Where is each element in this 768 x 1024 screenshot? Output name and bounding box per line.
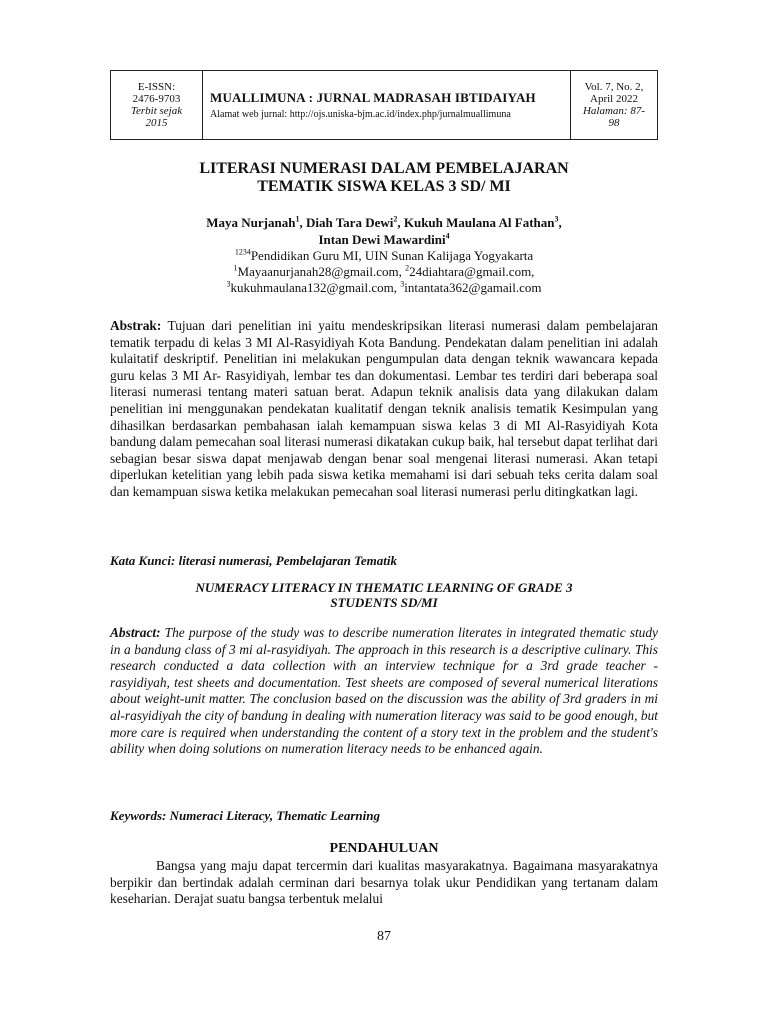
english-title-line1: NUMERACY LITERACY IN THEMATIC LEARNING OF GRADE 3 <box>195 580 573 595</box>
pendahuluan-paragraph: Bangsa yang maju dapat tercermin dari kualitas masyarakatnya. Bagaimana masyarakatnya berpikir dan bertindak adalah cerminan dari besarnya tolak ukur Pendidikan yang tertanam dalam keseharian. Derajat suatu bangsa terbentuk melalui <box>110 858 658 907</box>
journal-info-cell <box>203 71 571 139</box>
issn-label: E-ISSN: <box>137 81 176 93</box>
author-email: kukuhmaulana132@gmail.com, <box>230 280 401 295</box>
affiliation <box>110 248 658 264</box>
author-sep: , <box>397 215 404 230</box>
author-email: intantata362@gamail.com <box>404 280 542 295</box>
email-sup: 3 <box>400 279 405 289</box>
author-name: Maya Nurjanah <box>206 215 296 230</box>
since-label: Terbit sejak <box>130 105 183 117</box>
author-line <box>110 214 658 231</box>
kata-kunci: Kata Kunci: literasi numerasi, Pembelajaran Tematik <box>110 553 397 568</box>
affiliation-text: Pendidikan Guru MI, UIN Sunan Kalijaga Yogyakarta <box>250 248 534 263</box>
article-title-line1: LITERASI NUMERASI DALAM PEMBELAJARAN <box>199 160 569 177</box>
email-sup: 2 <box>405 263 410 273</box>
author-name: Intan Dewi Mawardini <box>318 232 446 247</box>
author-email: 24diahtara@gmail.com, <box>409 264 535 279</box>
volume-number: Vol. 7, No. 2, <box>584 81 644 93</box>
author-block <box>110 214 658 296</box>
page-range-label: Halaman: 87- <box>582 105 646 117</box>
author-name: Diah Tara Dewi <box>305 215 394 230</box>
page-range-end: 98 <box>608 117 620 129</box>
volume-cell <box>571 71 657 139</box>
author-sup: 2 <box>393 214 398 224</box>
abstrak-paragraph <box>110 318 658 501</box>
journal-title: MUALLIMUNA : JURNAL MADRASAH IBTIDAIYAH <box>210 90 536 105</box>
author-name: Kukuh Maulana Al Fathan <box>403 215 555 230</box>
issue-date: April 2022 <box>590 93 638 105</box>
abstrak-text: Tujuan dari penelitian ini yaitu mendeskripsikan literasi numerasi dalam pembelajaran tematik terpadu di kelas 3 MI Al-Rasyidiyah Kota Bandung. Pendekatan dalam penelitian ini adalah kulaitatif deskriptif. Penelitian ini melakukan pengumpulan data dengan teknik wawancara kepada guru kelas 3 MI Ar- Rasyidiyah, lembar tes dan dokumentasi. Lembar tes terdiri dari beberapa soal literasi numerasi tentang materi satuan berat. Adapun teknik analisis data yang dilakukan dalam penelitian ini menggunakan pendekatan kualitatif dengan teknik analisis tematik Kesimpulan yang dihasilkan berdasarkan pembahasan ialah kemampuan siswa kelas 3 di MI Al-Rasyidiyah Kota bandung dalam pemecahan soal literasi numerasi dikatakan cukup baik, hal tersebut dapat terlihat dari sebagian besar siswa dapat menjawab dengan benar soal mengenai literasi numerasi. Akan tetapi diperlukan ketelitian yang lebih pada siswa ketika memahami isi dari sebuah teks cerita dalam soal dan kemampuan siswa ketika melakukan pemecahan soal literasi numerasi perlu ditingkatkan lagi. <box>110 318 658 499</box>
keywords: Keywords: Numeraci Literacy, Thematic Learning <box>110 808 380 823</box>
author-email: Mayaanurjanah28@gmail.com, <box>237 264 406 279</box>
abstract-paragraph <box>110 625 658 758</box>
author-sep: , <box>299 215 306 230</box>
abstract-text: The purpose of the study was to describe numeration literates in integrated thematic study in a bandung class of 3 mi al-rasyidiyah. The approach in this research is a descriptive culinary. This research conducted a data collection with an interview technique for a 3rd grade teacher - rasyidiyah, test sheets and documentation. Test sheets are composed of several numerical literations about weight-unit matter. The conclusion based on the discussion was the ability of 3rd graders in mi al-rasyidiyah the city of bandung in dealing with numeration literacy was said to be good enough, but more care is required when understanding the content of a story text in the problem and the student's ability when doing solutions on numeration literacy needs to be enhanced again. <box>110 625 658 757</box>
article-title-line2: TEMATIK SISWA KELAS 3 SD/ MI <box>257 178 511 195</box>
author-sep: , <box>558 215 562 230</box>
author-line-2 <box>110 231 658 248</box>
english-title-line2: STUDENTS SD/MI <box>330 595 438 610</box>
author-sup: 4 <box>445 231 450 241</box>
issn-number: 2476-9703 <box>132 93 181 105</box>
journal-address: Alamat web jurnal: http://ojs.uniska-bjm.ac.id/index.php/jurnalmuallimuna <box>210 109 511 120</box>
since-year: 2015 <box>145 117 168 129</box>
section-heading: PENDAHULUAN <box>329 841 439 856</box>
author-sup: 1 <box>295 214 300 224</box>
abstract-label: Abstract: <box>110 625 161 640</box>
issn-cell <box>111 71 203 139</box>
email-line-2 <box>110 280 658 296</box>
journal-header <box>110 70 658 140</box>
email-line-1 <box>110 264 658 280</box>
abstrak-label: Abstrak: <box>110 318 162 333</box>
affiliation-sup: 1234 <box>234 247 251 257</box>
page-number: 87 <box>377 929 391 944</box>
article-title <box>110 160 658 196</box>
author-sup: 3 <box>554 214 559 224</box>
english-title <box>110 580 658 610</box>
email-sup: 1 <box>233 263 238 273</box>
email-sup: 3 <box>226 279 231 289</box>
